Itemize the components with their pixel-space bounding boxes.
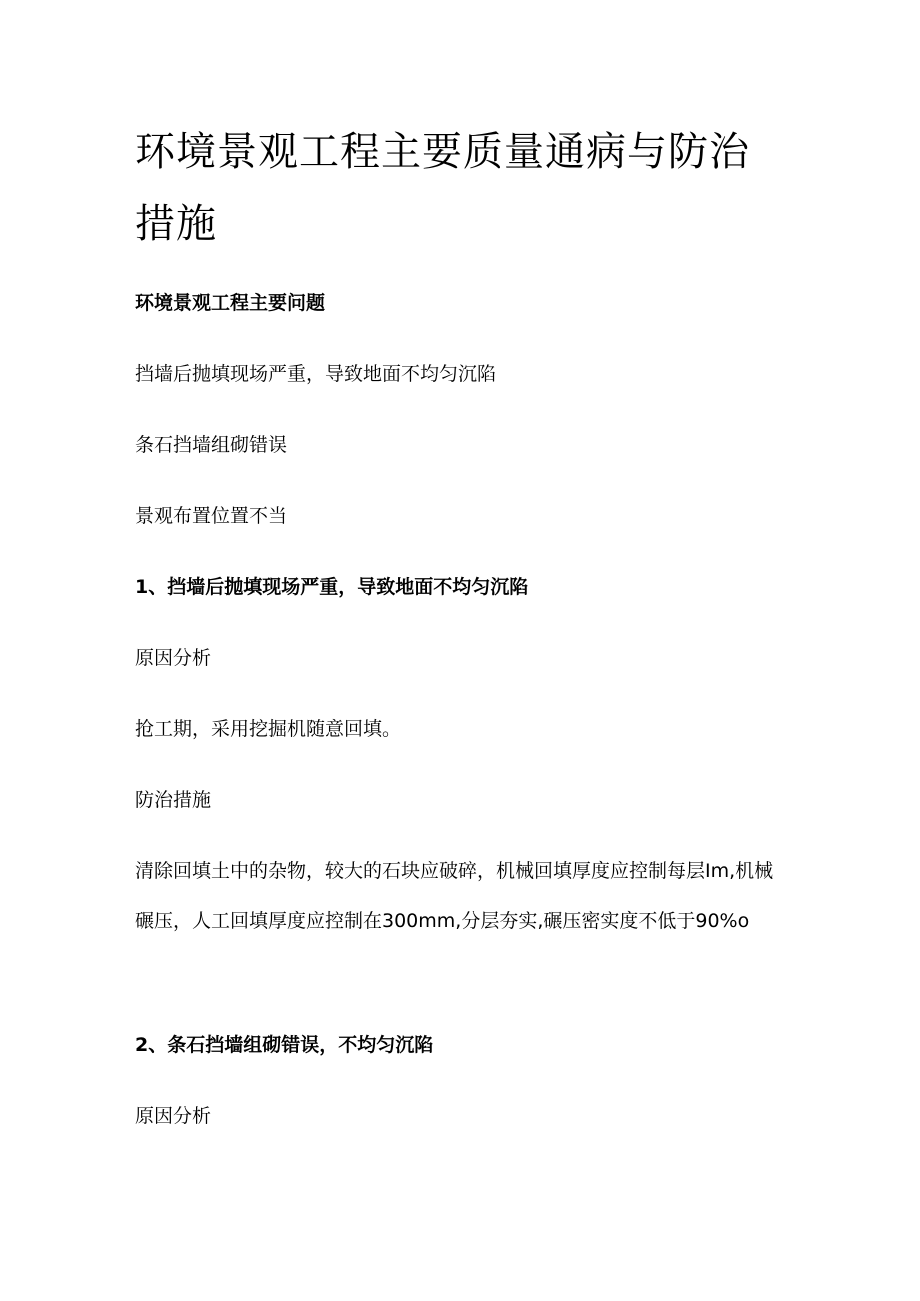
- section-1-measures-label: 防治措施: [135, 789, 212, 811]
- document-title: 环境景观工程主要质量通病与防治措施: [135, 129, 750, 247]
- section-2-heading: 2、条石挡墙组砌错误，不均匀沉陷: [135, 1034, 434, 1056]
- problem-item-3: 景观布置位置不当: [135, 505, 288, 527]
- problems-heading: 环境景观工程主要问题: [135, 292, 326, 314]
- section-1-cause-text: 抢工期，采用挖掘机随意回填。: [135, 718, 402, 740]
- section-1-cause-label: 原因分析: [135, 647, 212, 669]
- section-1-heading: 1、挡墙后抛填现场严重，导致地面不均匀沉陷: [135, 576, 529, 598]
- section-2-cause-label: 原因分析: [135, 1105, 212, 1127]
- problem-item-2: 条石挡墙组砌错误: [135, 434, 288, 456]
- problem-item-1: 挡墙后抛填现场严重，导致地面不均匀沉陷: [135, 363, 497, 385]
- section-1-measures-text: 清除回填土中的杂物，较大的石块应破碎，机械回填厚度应控制每层Im,机械碾压，人工回填厚度应控制在300mm,分层夯实,碾压密实度不低于90%o: [135, 860, 774, 932]
